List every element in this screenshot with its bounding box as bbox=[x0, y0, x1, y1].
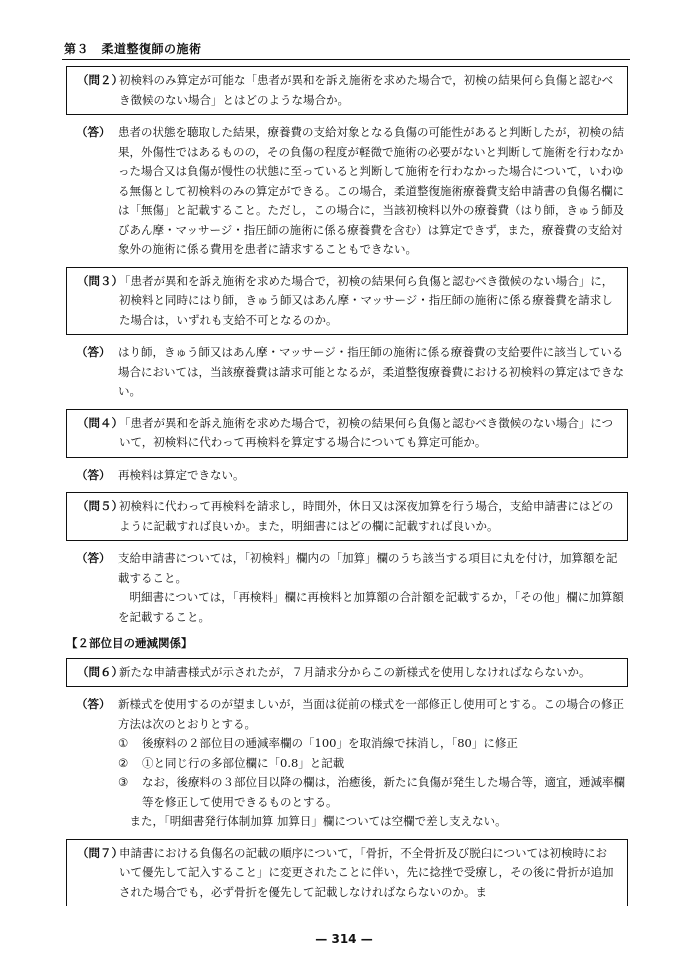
answer-2-text: 患者の状態を聴取した結果，療養費の支給対象となる負傷の可能性があると判断したが，初検の結果，外傷性ではあるものの，その負傷の程度が軽微で施術の必要がないと判断して施術を行わなかった場合又は負傷が慢性の状態に至っていると判断して施術を行わなかった場合について，いわゆる無傷として初検料のみの算定ができる。この場合，柔道整復施術療養費支給申請書の負傷名欄には「無傷」と記載すること。ただし，この場合に，当該初検料以外の療養費（はり師，きゅう師及びあん摩・マッサージ・指圧師の施術に係る療養費を含む）は算定できず，また，療養費の支給対象外の施術に係る費用を患者に請求することもできない。 bbox=[118, 125, 624, 256]
question-6-label: （問６） bbox=[77, 664, 123, 679]
answer-5-text-2: 明細書については，「再検料」欄に再検料と加算額の合計額を記載するか，「その他」欄に加算額を記載すること。 bbox=[118, 590, 624, 624]
header-rule bbox=[62, 59, 630, 60]
answer-5-label: （答） bbox=[76, 551, 111, 565]
question-2-text: 初検料のみ算定が可能な「患者が異和を訴え施術を求めた場合で，初検の結果何ら負傷と認むべき徴候のない場合」とはどのような場合か。 bbox=[119, 73, 614, 107]
page-number: — 314 — bbox=[315, 932, 373, 946]
question-7-text: 申請書における負傷名の記載の順序について，「骨折，不全骨折及び脱臼については初検時において優先して記入すること」に変更されたことに伴い，先に捻挫で受療し，その後に骨折が追加された場合でも，必ず骨折を優先して記載しなければならないのか。ま bbox=[119, 845, 614, 899]
answer-4 bbox=[66, 466, 628, 486]
answer-6-text: 新様式を使用するのが望ましいが，当面は従前の様式を一部修正し使用可とする。この場合の修正方法は次のとおりとする。 bbox=[118, 697, 624, 731]
list-item bbox=[118, 754, 626, 774]
answer-5 bbox=[66, 549, 628, 627]
answer-3-text: はり師，きゅう師又はあん摩・マッサージ・指圧師の施術に係る療養費の支給要件に該当している場合においては，当該療養費は請求可能となるが，柔道整復療養費における初検料の算定はできない。 bbox=[118, 345, 624, 398]
list-item-text: なお，後療料の３部位目以降の欄は，治癒後，新たに負傷が発生した場合等，適宜，逓減率欄等を修正して使用できるものとする。 bbox=[142, 775, 625, 809]
question-4-label: （問４） bbox=[77, 415, 123, 430]
question-7-box bbox=[66, 839, 628, 907]
answer-2 bbox=[66, 123, 628, 260]
question-2-label: （問２） bbox=[77, 73, 123, 87]
answer-5-text: 支給申請書については，「初検料」欄内の「加算」欄のうち該当する項目に丸を付け，加算額を記載すること。 bbox=[118, 551, 618, 585]
question-6-box bbox=[66, 658, 628, 688]
question-5-label: （問５） bbox=[77, 499, 123, 513]
page-header-title: 第３ 柔道整復師の施術 bbox=[64, 42, 202, 56]
question-3-text: 「患者が異和を訴え施術を求めた場合で，初検の結果何ら負傷と認むべき徴候のない場合」に，初検料と同時にはり師，きゅう師又はあん摩・マッサージ・指圧師の施術に係る療養費を請求した場合は，いずれも支給不可となるのか。 bbox=[119, 273, 614, 327]
answer-3 bbox=[66, 343, 628, 402]
list-item bbox=[118, 773, 626, 812]
answer-6-note: また，「明細書発行体制加算 加算日」欄については空欄で差し支えない。 bbox=[129, 814, 507, 828]
list-item-text: ①と同じ行の多部位欄に「0.8」と記載 bbox=[142, 755, 345, 770]
content bbox=[66, 66, 628, 906]
list-item-number: ① bbox=[118, 736, 129, 750]
question-4-box bbox=[66, 409, 628, 458]
question-5-box bbox=[66, 492, 628, 541]
question-3-box bbox=[66, 267, 628, 336]
answer-6-label: （答） bbox=[76, 697, 111, 711]
answer-6 bbox=[66, 695, 628, 832]
question-2-box bbox=[66, 66, 628, 115]
answer-2-label: （答） bbox=[76, 125, 111, 139]
list-item-number: ③ bbox=[118, 775, 129, 789]
list-item-number: ② bbox=[118, 755, 129, 770]
answer-3-label: （答） bbox=[76, 345, 111, 359]
question-6-text: 新たな申請書様式が示されたが，７月請求分からこの新様式を使用しなければならないか。 bbox=[119, 664, 591, 679]
question-4-text: 「患者が異和を訴え施術を求めた場合で，初検の結果何ら負傷と認むべき徴候のない場合」について，初検料に代わって再検料を算定する場合についても算定可能か。 bbox=[119, 415, 614, 449]
section-title: 【２部位目の逓減関係】 bbox=[66, 636, 193, 650]
question-3-label: （問３） bbox=[77, 273, 123, 288]
answer-4-label: （答） bbox=[76, 467, 111, 482]
list-item bbox=[118, 734, 626, 754]
question-5-text: 初検料に代わって再検料を請求し，時間外，休日又は深夜加算を行う場合，支給申請書にはどのように記載すれば良いか。また，明細書にはどの欄に記載すれば良いか。 bbox=[119, 499, 614, 533]
list-item-text: 後療料の２部位目の逓減率欄の「100」を取消線で抹消し，「80」に修正 bbox=[142, 736, 518, 750]
answer-4-text: 再検料は算定できない。 bbox=[118, 467, 245, 482]
question-7-label: （問７） bbox=[77, 845, 123, 860]
